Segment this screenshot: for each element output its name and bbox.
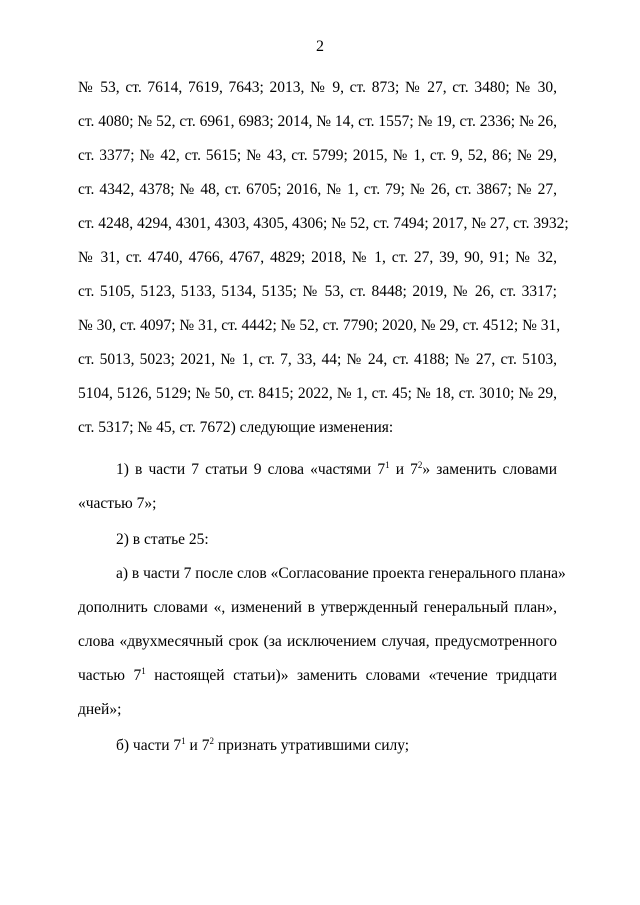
text-line: ст. 5013, 5023; 2021, № 1, ст. 7, 33, 44; № 24, ст. 4188; № 27, ст. 5103, xyxy=(78,351,557,368)
list-item-2: 2) в статье 25: xyxy=(116,531,209,548)
text-line: дополнить словами «, изменений в утвержденный генеральный план», xyxy=(78,599,557,616)
text-line: № 53, ст. 7614, 7619, 7643; 2013, № 9, ст. 873; № 27, ст. 3480; № 30, xyxy=(78,79,557,96)
page-number: 2 xyxy=(316,38,324,55)
text-line: ст. 3377; № 42, ст. 5615; № 43, ст. 5799; 2015, № 1, ст. 9, 52, 86; № 29, xyxy=(78,147,557,164)
text-line: частью $7^1$ настоящей статьи)» заменить словами «течение тридцати xyxy=(78,666,558,684)
text-line: дней»; xyxy=(78,701,122,718)
list-item-2b: б) части $7^1$ и $7^2$ признать утратившими силу; xyxy=(116,736,410,754)
list-item-2a: а) в части 7 после слов «Согласование проекта генерального плана» xyxy=(116,565,566,582)
list-item-1-continued: «частью 7»; xyxy=(78,495,157,512)
text-line: ст. 5105, 5123, 5133, 5134, 5135; № 53, ст. 8448; 2019, № 26, ст. 3317; xyxy=(78,283,557,300)
text-line: слова «двухмесячный срок (за исключением случая, предусмотренного xyxy=(78,633,557,650)
text-line: ст. 4342, 4378; № 48, ст. 6705; 2016, № 1, ст. 79; № 26, ст. 3867; № 27, xyxy=(78,181,557,198)
text-line: № 31, ст. 4740, 4766, 4767, 4829; 2018, № 1, ст. 27, 39, 90, 91; № 32, xyxy=(78,249,557,266)
text-line: № 30, ст. 4097; № 31, ст. 4442; № 52, ст. 7790; 2020, № 29, ст. 4512; № 31, xyxy=(78,317,561,334)
list-item-1: 1) в части 7 статьи 9 слова «частями $7^1$ и $7^2$» заменить словами xyxy=(116,460,558,478)
text-line: 5104, 5126, 5129; № 50, ст. 8415; 2022, № 1, ст. 45; № 18, ст. 3010; № 29, xyxy=(78,385,557,402)
text-line: ст. 4080; № 52, ст. 6961, 6983; 2014, № 14, ст. 1557; № 19, ст. 2336; № 26, xyxy=(78,113,557,130)
text-line: ст. 5317; № 45, ст. 7672) следующие изменения: xyxy=(78,419,394,436)
text-line: ст. 4248, 4294, 4301, 4303, 4305, 4306; № 52, ст. 7494; 2017, № 27, ст. 3932; xyxy=(78,215,569,232)
